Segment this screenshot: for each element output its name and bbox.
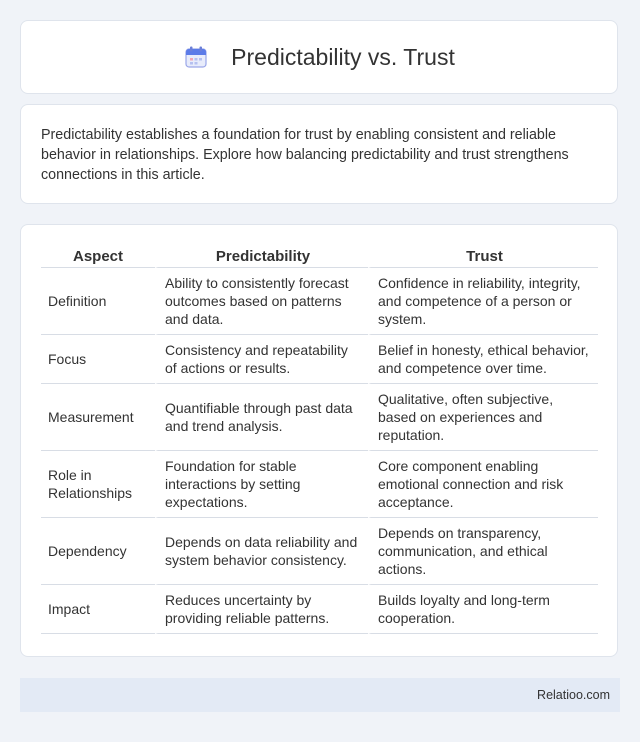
table-cell: Focus	[41, 335, 155, 384]
table-cell: Definition	[41, 268, 155, 335]
table-row	[41, 268, 598, 335]
table-cell: Impact	[41, 585, 155, 634]
table-cell: Qualitative, often subjective, based on experiences and reputation.	[368, 384, 598, 451]
table-cell: Confidence in reliability, integrity, and competence of a person or system.	[368, 268, 598, 335]
page-title: Predictability vs. Trust	[231, 43, 455, 70]
table-cell: Builds loyalty and long-term cooperation.	[368, 585, 598, 634]
comparison-card	[20, 224, 618, 657]
table-row	[41, 451, 598, 518]
table-cell: Measurement	[41, 384, 155, 451]
footer-brand: Relatioo.com	[537, 688, 610, 702]
table-row	[41, 585, 598, 634]
header-card	[20, 20, 618, 94]
table-header-row	[41, 243, 598, 268]
footer	[20, 678, 620, 712]
comparison-table	[41, 243, 598, 634]
table-cell: Depends on transparency, communication, and ethical actions.	[368, 518, 598, 585]
column-header: Predictability	[155, 243, 368, 268]
table-cell: Quantifiable through past data and trend analysis.	[155, 384, 368, 451]
table-row	[41, 335, 598, 384]
table-cell: Dependency	[41, 518, 155, 585]
column-header: Trust	[368, 243, 598, 268]
table-cell: Foundation for stable interactions by setting expectations.	[155, 451, 368, 518]
table-cell: Role in Relationships	[41, 451, 155, 518]
table-cell: Consistency and repeatability of actions or results.	[155, 335, 368, 384]
calendar-icon	[183, 44, 209, 70]
table-cell: Core component enabling emotional connection and risk acceptance.	[368, 451, 598, 518]
intro-card	[20, 104, 618, 204]
table-cell: Reduces uncertainty by providing reliable patterns.	[155, 585, 368, 634]
table-cell: Depends on data reliability and system behavior consistency.	[155, 518, 368, 585]
column-header: Aspect	[41, 243, 155, 268]
intro-text: Predictability establishes a foundation for trust by enabling consistent and reliable behavior in relationships. Explore how balancing predictability and trust strengthens connections in this article.	[41, 127, 569, 183]
table-row	[41, 384, 598, 451]
table-cell: Belief in honesty, ethical behavior, and competence over time.	[368, 335, 598, 384]
table-row	[41, 518, 598, 585]
table-cell: Ability to consistently forecast outcomes based on patterns and data.	[155, 268, 368, 335]
